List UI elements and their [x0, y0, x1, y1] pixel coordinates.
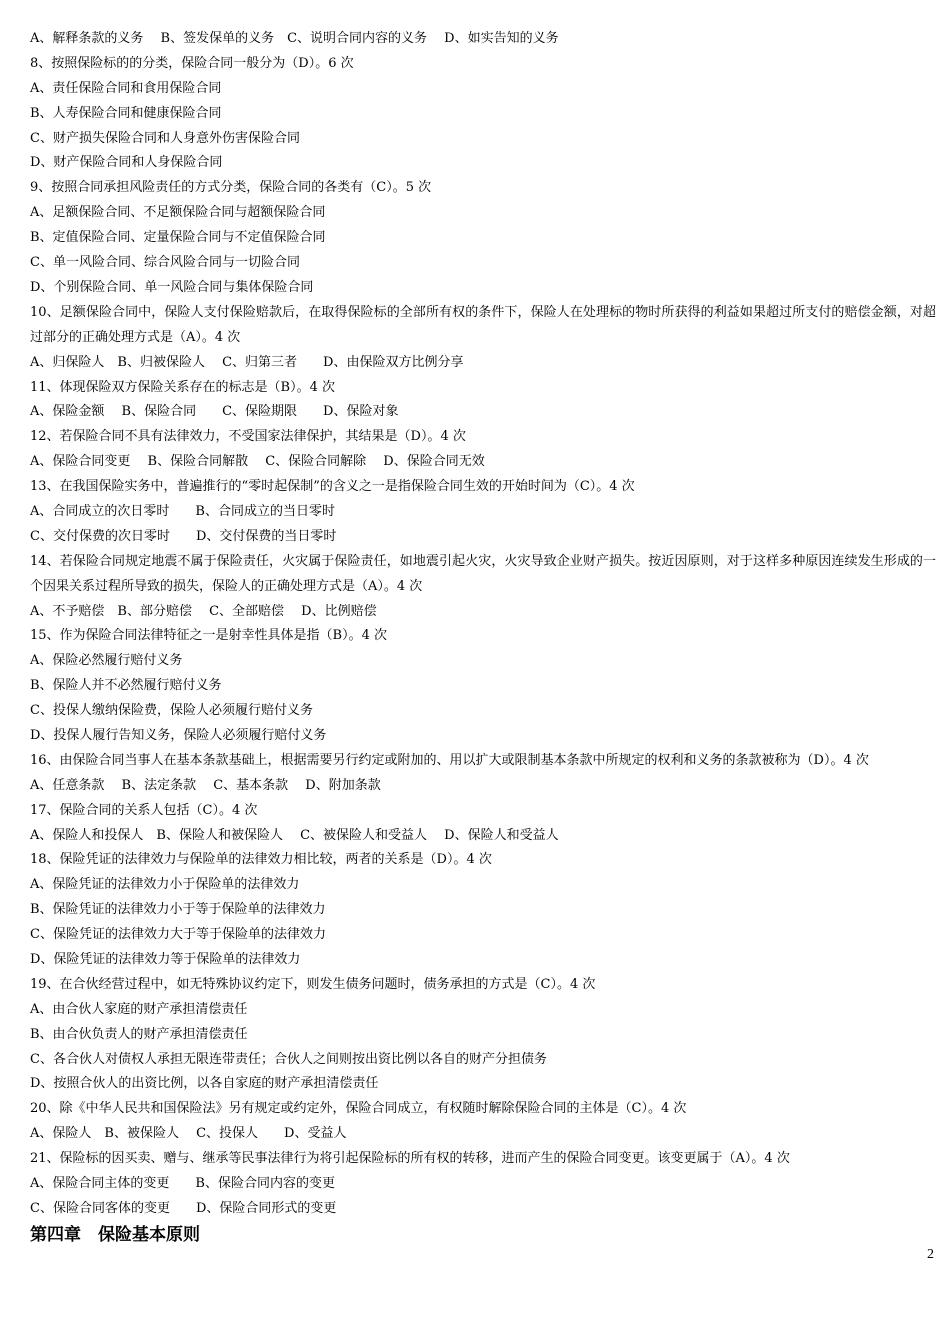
text-line: D、投保人履行告知义务，保险人必须履行赔付义务 — [30, 728, 327, 743]
text-line: A、保险合同变更 B、保险合同解散 C、保险合同解除 D、保险合同无效 — [30, 454, 485, 470]
question-list — [30, 27, 936, 1222]
text-line: C、投保人缴纳保险费，保险人必须履行赔付义务 — [30, 703, 313, 719]
page-number: 2 — [927, 1247, 934, 1262]
text-line: 9、按照合同承担风险责任的方式分类，保险合同的各类有（C）。5 次 — [30, 180, 432, 196]
text-line: A、保险凭证的法律效力小于保险单的法律效力 — [30, 877, 300, 893]
chapter-heading: 第四章 保险基本原则 — [30, 1224, 200, 1245]
text-line: 11、体现保险双方保险关系存在的标志是（B）。4 次 — [30, 379, 335, 395]
text-line: 15、作为保险合同法律特征之一是射幸性具体是指（B）。4 次 — [30, 628, 387, 644]
text-line: A、不予赔偿 B、部分赔偿 C、全部赔偿 D、比例赔偿 — [30, 603, 377, 619]
text-line: A、保险合同主体的变更 B、保险合同内容的变更 — [30, 1176, 335, 1192]
text-line: A、解释条款的义务 B、签发保单的义务 C、说明合同内容的义务 D、如实告知的义务 — [30, 31, 559, 46]
text-line: A、由合伙人家庭的财产承担清偿责任 — [30, 1001, 248, 1017]
text-line: 10、足额保险合同中，保险人支付保险赔款后，在取得保险标的全部所有权的条件下，保险人在处理标的物时所获得的利益如果超过所支付的赔偿金额，对超过部分的正确处理方式是（A）。4 次 — [30, 304, 936, 345]
text-line: A、合同成立的次日零时 B、合同成立的当日零时 — [30, 503, 335, 519]
text-line: 13、在我国保险实务中，普遍推行的“零时起保制”的含义之一是指保险合同生效的开始时间为（C）。4 次 — [30, 479, 635, 495]
text-line: 17、保险合同的关系人包括（C）。4 次 — [30, 802, 258, 818]
text-line: B、人寿保险合同和健康保险合同 — [30, 105, 222, 121]
text-line: C、各合伙人对债权人承担无限连带责任；合伙人之间则按出资比例以各自的财产分担债务 — [30, 1051, 547, 1067]
text-line: C、财产损失保险合同和人身意外伤害保险合同 — [30, 130, 300, 146]
text-line: 16、由保险合同当事人在基本条款基础上，根据需要另行约定或附加的、用以扩大或限制基本条款中所规定的权利和义务的条款被称为（D）。4 次 — [30, 752, 869, 768]
text-line: D、保险凭证的法律效力等于保险单的法律效力 — [30, 952, 301, 968]
text-line: A、保险必然履行赔付义务 — [30, 653, 183, 669]
text-line: C、保险合同客体的变更 D、保险合同形式的变更 — [30, 1200, 337, 1216]
text-line: 18、保险凭证的法律效力与保险单的法律效力相比较，两者的关系是（D）。4 次 — [30, 852, 492, 868]
document-page — [30, 27, 936, 1250]
text-line: A、责任保险合同和食用保险合同 — [30, 80, 222, 96]
text-line: B、定值保险合同、定量保险合同与不定值保险合同 — [30, 230, 326, 246]
text-line: D、按照合伙人的出资比例，以各自家庭的财产承担清偿责任 — [30, 1076, 379, 1092]
text-line: 8、按照保险标的的分类，保险合同一般分为（D）。6 次 — [30, 55, 354, 71]
text-line: C、单一风险合同、综合风险合同与一切险合同 — [30, 255, 300, 271]
text-line: B、保险凭证的法律效力小于等于保险单的法律效力 — [30, 902, 326, 918]
text-line: 14、若保险合同规定地震不属于保险责任，火灾属于保险责任，如地震引起火灾，火灾导致企业财产损失。按近因原则，对于这样多种原因连续发生形成的一个因果关系过程所导致的损失，保险人的正确处理方式是（A）。4 次 — [30, 553, 936, 594]
text-line: A、保险人和投保人 B、保险人和被保险人 C、被保险人和受益人 D、保险人和受益人 — [30, 827, 559, 843]
text-line: 12、若保险合同不具有法律效力，不受国家法律保护，其结果是（D）。4 次 — [30, 429, 466, 445]
text-line: B、保险人并不必然履行赔付义务 — [30, 678, 222, 694]
text-line: C、交付保费的次日零时 D、交付保费的当日零时 — [30, 528, 337, 544]
text-line: 20、除《中华人民共和国保险法》另有规定或约定外，保险合同成立，有权随时解除保险合同的主体是（C）。4 次 — [30, 1101, 687, 1117]
text-line: A、保险人 B、被保险人 C、投保人 D、受益人 — [30, 1126, 347, 1142]
text-line: 19、在合伙经营过程中，如无特殊协议约定下，则发生债务问题时，债务承担的方式是（C）。4 次 — [30, 976, 596, 992]
text-line: A、足额保险合同、不足额保险合同与超额保险合同 — [30, 205, 326, 221]
text-line: D、财产保险合同和人身保险合同 — [30, 155, 223, 171]
text-line: A、归保险人 B、归被保险人 C、归第三者 D、由保险双方比例分享 — [30, 354, 464, 370]
text-line: A、保险金额 B、保险合同 C、保险期限 D、保险对象 — [30, 404, 399, 420]
text-line: C、保险凭证的法律效力大于等于保险单的法律效力 — [30, 927, 326, 943]
text-line: D、个别保险合同、单一风险合同与集体保险合同 — [30, 279, 314, 295]
text-line: 21、保险标的因买卖、赠与、继承等民事法律行为将引起保险标的所有权的转移，进而产生的保险合同变更。该变更属于（A）。4 次 — [30, 1151, 790, 1167]
text-line: A、任意条款 B、法定条款 C、基本条款 D、附加条款 — [30, 777, 381, 793]
text-line: B、由合伙负责人的财产承担清偿责任 — [30, 1026, 248, 1042]
